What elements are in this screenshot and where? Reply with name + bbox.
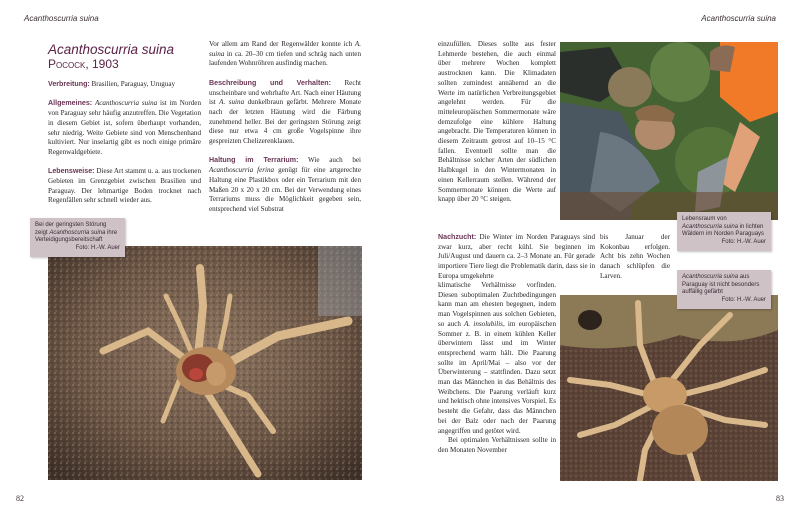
heading-verbreitung: Verbreitung: bbox=[48, 80, 90, 88]
running-head-left: Acanthoscurria suina bbox=[24, 14, 99, 23]
section-nachzucht-side: bis Januar der Kokonbau erfolgen. Acht bis zehn Wochen danach schlüpfen die Larven. bbox=[600, 233, 670, 280]
heading-allgemeines: Allgemeines: bbox=[48, 99, 93, 108]
section-lebensweise: Lebensweise: Diese Art stammt u. a. aus trockenen Gebieten im Grenzgebiet zwischen Brasilien und Paraguay. Der lehmartige Boden trocknet nach Regenfällen sehr schnell wieder aus. bbox=[48, 167, 201, 205]
section-haltung-cont: einzufüllen. Dieses sollte aus fester Lehmerde bestehen, die auch einmal über mehrere Wochen komplett austrocknen kann. Die Klimadaten sollten zumindest annähernd an die Werte im natürlichen Verbreitungsgebiet angelehnt werden. Für die mitteleuropäischen Sommermonate wäre demzufolge eine kühlere Haltung angebracht. Die Temperaturen können in diesem Zeitraum getrost auf 10–15 °C fallen. Eventuell sollte man die Behältnisse solcher Arten der südlichen Halbkugel in den Wintermonaten in einen Kellerraum stellen. Während der Sommermonate können die Werte auf knapp über 20 °C steigen. bbox=[438, 40, 556, 204]
tarantula-topview-image bbox=[560, 295, 778, 481]
photo-credit: Foto: H.-W. Auer bbox=[721, 239, 766, 246]
section-nachzucht-narrow: klimatische Verhältnisse vorfinden. Diesen suboptimalen Zuchtbedingungen kann man am ehesten begegnen, indem man Vogelspinnen aus solchen Gebieten, so auch A. insolubilis, im europäischen Sommer z. B. in einem kühlen Keller überwintern lässt und im Winter entsprechend warm hält. Die Paarung sollte im April/Mai – also vor der Überwinterung – stattfinden. Dazu setzt man das Männchen in das Behältnis des Weibchens. Die Paarung verläuft kurz und hektisch ohne intensives Vorspiel. Es besteht die Gefahr, dass das Männchen bei der Balz oder nach der Paarung angegriffen und getötet wird. Bei optimalen Verhältnissen sollte in den Monaten November bbox=[438, 281, 556, 454]
left-column-1 bbox=[48, 80, 201, 206]
tarantula-defensive-image bbox=[48, 246, 362, 480]
heading-haltung: Haltung im Terrarium: bbox=[209, 156, 299, 165]
section-allgemeines: Allgemeines: Acanthoscurria suina ist im Norden von Paraguay sehr häufig anzutreffen. Die Vegetation in diesem Gebiet ist, sofern überhaupt vorhanden, sehr niedrig. Weite Gebiete sind von Menschenhand kultiviert. Nur inselartig gibt es noch einige primäre Regenwaldgebiete. bbox=[48, 99, 201, 156]
caption-tarantula-topview: Acanthoscurria suina aus Paraguay ist nicht besonders auffällig gefärbt Foto: H.-W. Auer bbox=[677, 270, 771, 309]
heading-nachzucht: Nachzucht: bbox=[438, 233, 477, 241]
section-nachzucht-wide: Nachzucht: Die Winter im Norden Paraguays sind zwar kurz, aber recht kühl. Sie beginnen im Juli/August und dauern ca. 2–3 Monate an. Für gerade importiere Tiere liegt die Problematik darin, dass sie in Europa umgekehrte bbox=[438, 233, 595, 280]
photo-habitat bbox=[560, 42, 778, 220]
heading-beschreibung: Beschreibung und Verhalten: bbox=[209, 78, 331, 87]
section-verbreitung: Verbreitung: Brasilien, Paraguay, Uruguay bbox=[48, 80, 176, 88]
section-lebensweise-cont: Vor allem am Rand der Regenwälder konnte ich A. suina in ca. 20–30 cm tiefen und schräg nach unten laufenden Wohnröhren ausfindig machen. bbox=[209, 40, 361, 68]
photo-tarantula-topview bbox=[560, 295, 778, 481]
page-number-right: 83 bbox=[776, 494, 784, 503]
right-column-1 bbox=[438, 40, 556, 205]
heading-lebensweise: Lebensweise: bbox=[48, 167, 95, 176]
left-column-2 bbox=[209, 40, 361, 215]
section-haltung: Haltung im Terrarium: Wie auch bei Acanthoscurria ferina genügt für eine artgerechte Haltung eine Plastikbox oder ein Terrarium mit den Maßen 20 x 20 x 20 cm. Bei der Verwendung eines Terrariums muss die Möglichkeit gegeben sein, entsprechend viel Substrat bbox=[209, 156, 362, 213]
page-number-left: 82 bbox=[16, 494, 24, 503]
running-head-right: Acanthoscurria suina bbox=[701, 14, 776, 23]
photo-defensive-tarantula bbox=[48, 246, 362, 480]
title-scientific-name: Acanthoscurria suina bbox=[48, 42, 175, 57]
caption-defensive-tarantula: Bei der geringsten Störung zeigt Acanthoscurria suina ihre Verteidigungsbereitschaft Foto: H.-W. Auer bbox=[30, 218, 125, 257]
habitat-image bbox=[560, 42, 778, 220]
section-beschreibung: Beschreibung und Verhalten: Recht unscheinbare und wehrhafte Art. Nach einer Häutung ist A. suina dunkelbraun gefärbt. Mehrere Monate nach der letzten Häutung wird die Färbung zunehmend heller. Bei der geringsten Störung zeigt diese nur etwa 4 cm große Vogelspinne ihre gespreizten Chelizerenklauen. bbox=[209, 78, 361, 146]
photo-credit: Foto: H.-W. Auer bbox=[75, 245, 120, 252]
photo-credit: Foto: H.-W. Auer bbox=[721, 297, 766, 304]
title-author-year: Pocock, 1903 bbox=[48, 57, 119, 71]
species-title bbox=[48, 42, 208, 72]
caption-habitat: Lebensraum von Acanthoscurria suina in lichten Wäldern im Norden Paraguays Foto: H.-W. Auer bbox=[677, 212, 771, 251]
